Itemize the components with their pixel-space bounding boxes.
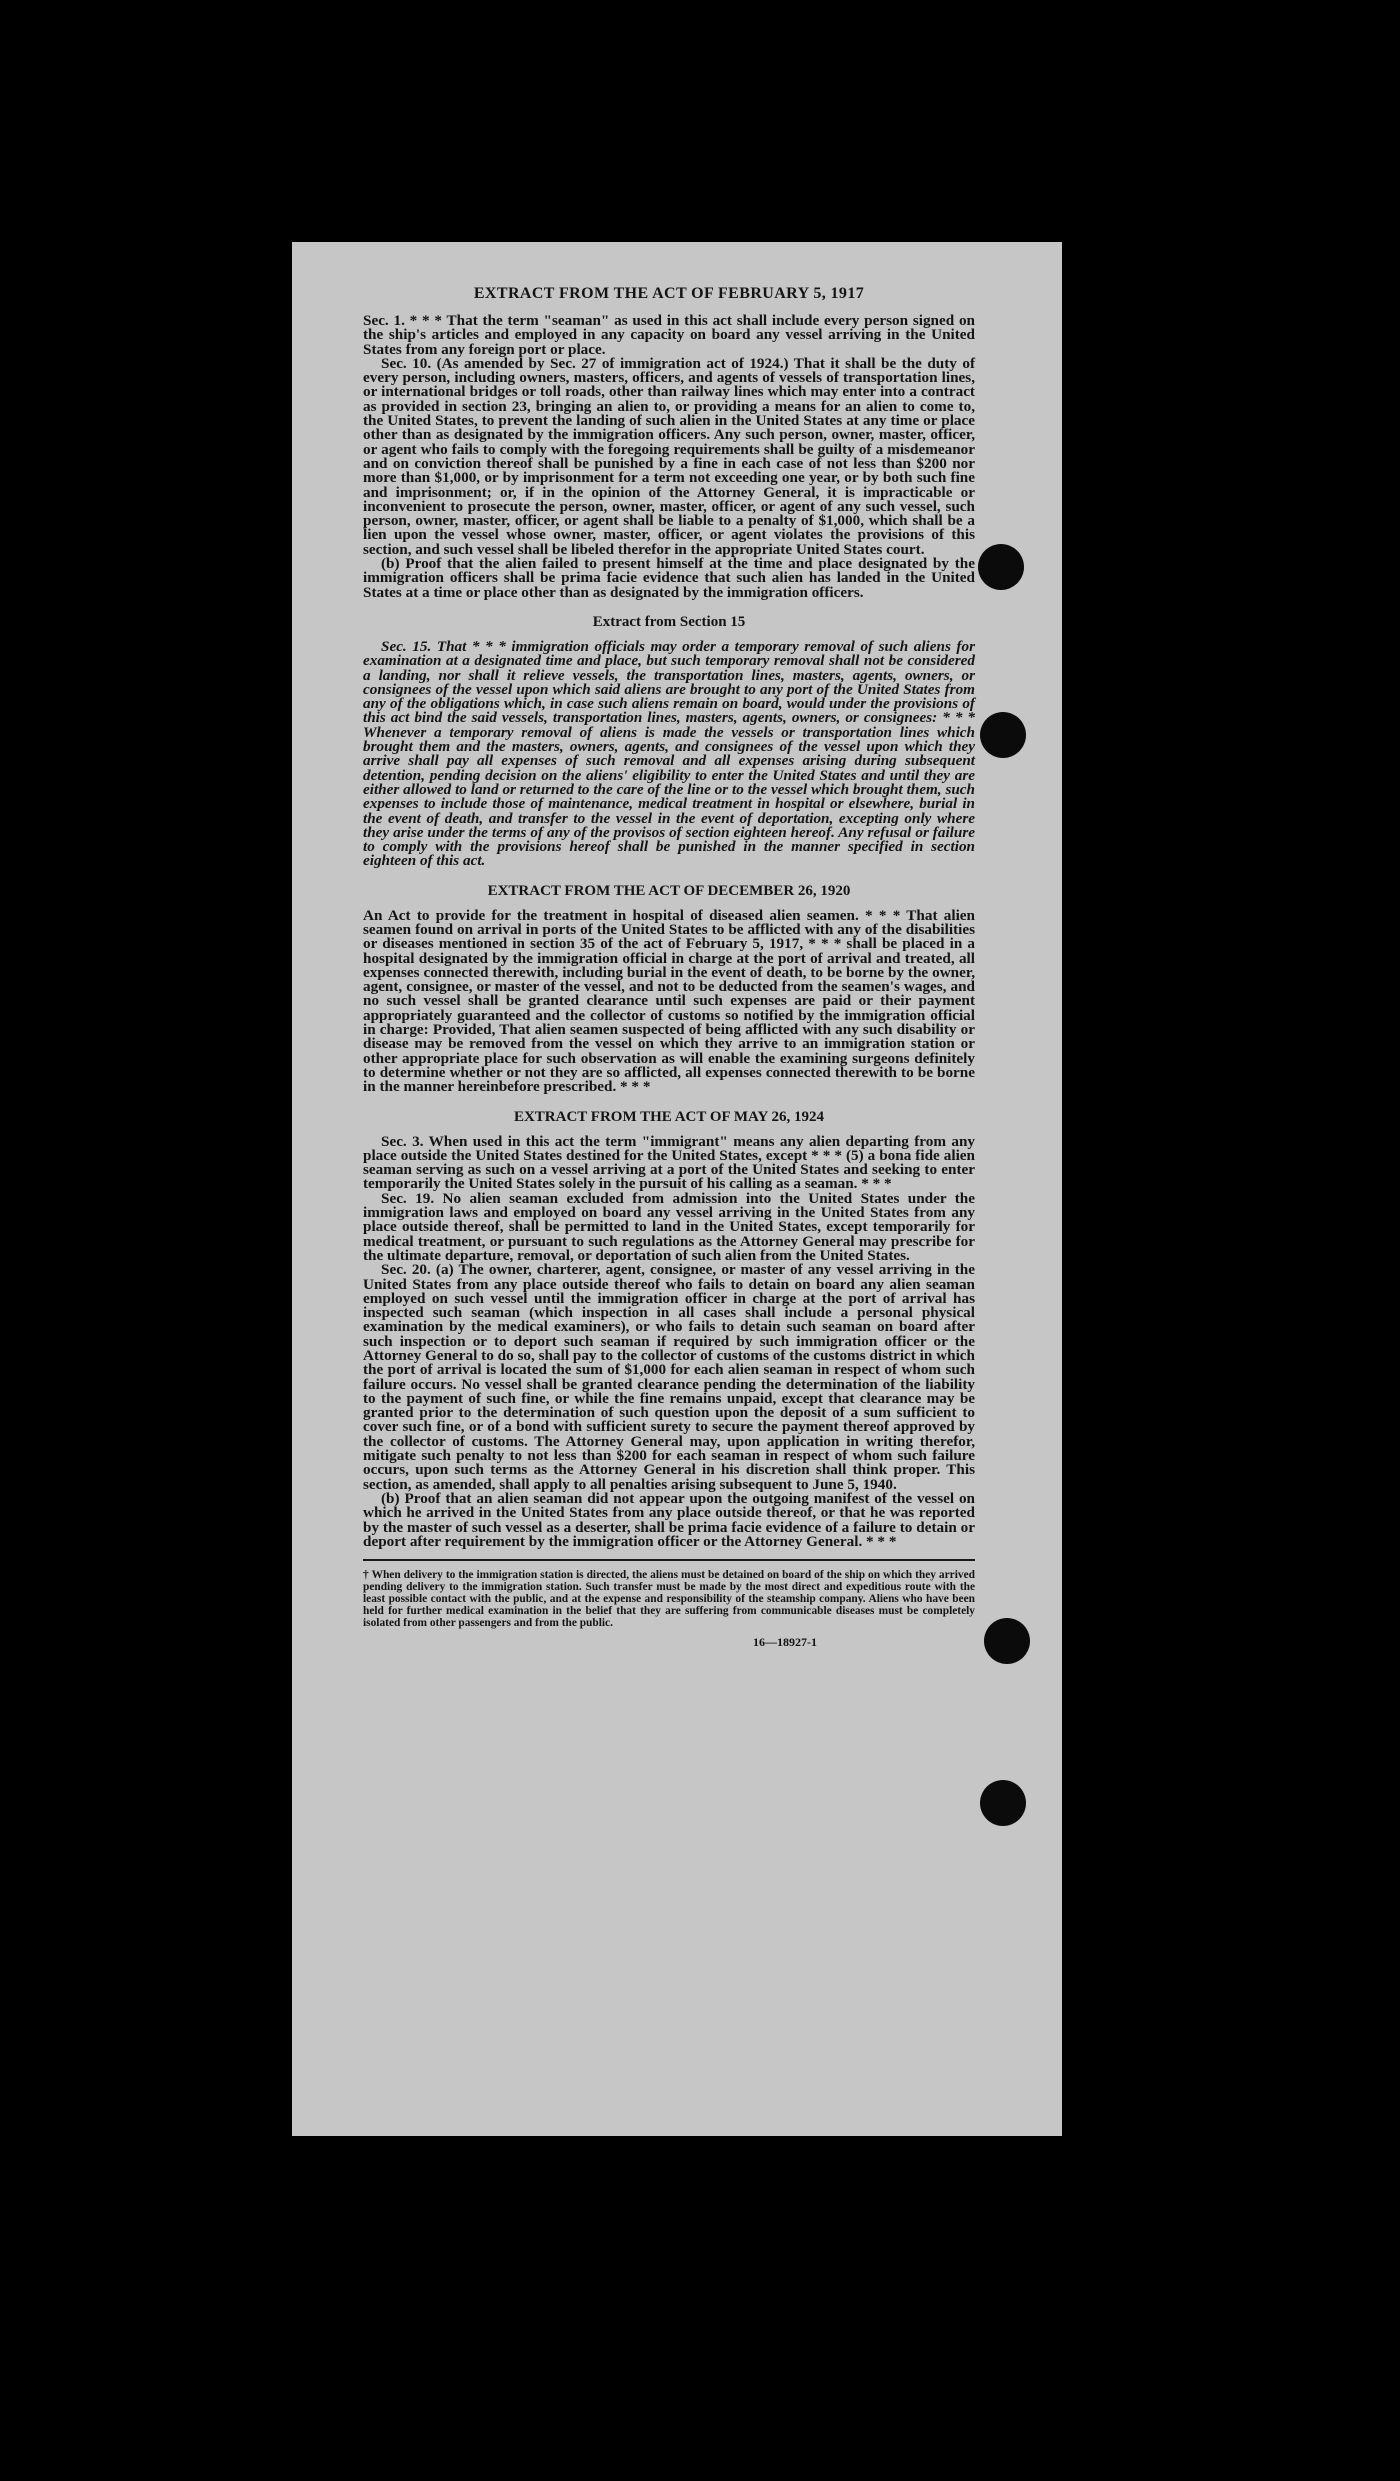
- section-heading-dec-1920: EXTRACT FROM THE ACT OF DECEMBER 26, 1920: [487, 882, 851, 899]
- section-heading-may-1924: EXTRACT FROM THE ACT OF MAY 26, 1924: [513, 1108, 825, 1125]
- punch-hole-4: [980, 1780, 1026, 1826]
- paragraph-sec-1: Sec. 1. * * * That the term "seaman" as used in this act shall include every person signed on the ship's articles and employed in any capacity on board any vessel arriving in the United States from any foreign port or place.: [363, 312, 975, 358]
- document-page: [292, 242, 1062, 2136]
- paragraph-sec-19: Sec. 19. No alien seaman excluded from admission into the United States under the immigration laws and employed on board any vessel arriving in the United States from any place outside thereof, shall be permitted to land in the United States, except temporarily for medical treatment, or pursuant to such regulations as the Attorney General may prescribe for the ultimate departure, removal, or deportation of such alien from the United States.: [363, 1189, 975, 1264]
- form-number: 16—18927-1: [753, 1635, 817, 1650]
- paragraph-sec-10: Sec. 10. (As amended by Sec. 27 of immigration act of 1924.) That it shall be the duty of every person, including owners, masters, officers, and agents of vessels of transportation lines, or international bridges or toll roads, other than railway lines which may enter into a contract as provided in section 23, bringing an alien to, or providing a means for an alien to come to, the United States, to prevent the landing of such alien in the United States at any time or place other than as designated by the immigration officers. Any such person, owner, master, officer, or agent who fails to comply with the foregoing requirements shall be guilty of a misdemeanor and on conviction thereof shall be punished by a fine in each case of not less than $200 nor more than $1,000, or by imprisonment for a term not exceeding one year, or by both such fine and imprisonment; or, if in the opinion of the Attorney General, it is impracticable or inconvenient to prosecute the person, owner, master, officer, or agent of any such vessel, such person, owner, master, officer, or agent shall be liable to a penalty of $1,000, which shall be a lien upon the vessel whose owner, master, officer, or agent violates the provisions of this section, and such vessel shall be libeled therefor in the appropriate United States court.: [363, 354, 975, 558]
- paragraph-sec-15: Sec. 15. That * * * immigration officials may order a temporary removal of such aliens for examination at a designated time and place, but such temporary removal shall not be considered a landing, nor shall it relieve vessels, the transportation lines, masters, agents, owners, or consignees of the vessel upon which said aliens are brought to any port of the United States from any of the obligations which, in case such aliens remain on board, would under the provisions of this act bind the said vessels, transportation lines, masters, agents, owners, or consignees: * * * Whenever a temporary removal of aliens is made the vessels or transportation lines which brought them and the masters, owners, agents, and consignees of the vessel upon which they arrive shall pay all expenses of such removal and all expenses arising during subsequent detention, pending decision on the aliens' eligibility to enter the United States and until they are either allowed to land or returned to the care of the line or to the vessel which brought them, such expenses to include those of maintenance, medical treatment in hospital or elsewhere, burial in the event of death, and transfer to the vessel in the event of deportation, excepting only where they arise under the terms of any of the provisos of section eighteen hereof. Any refusal or failure to comply with the provisions hereof shall be punished in the manner specified in section eighteen of this act.: [363, 637, 975, 870]
- footnote-rule: [363, 1559, 975, 1561]
- footnote-text: † When delivery to the immigration station is directed, the aliens must be detained on board of the ship on which they arrived pending delivery to the immigration station. Such transfer must be made by the most direct and expeditious route with the least possible contact with the public, and at the expense and responsibility of the steamship company. Aliens who have been held for further medical examination in the belief that they are suffering from communicable diseases must be completely isolated from other passengers and from the public.: [363, 1569, 975, 1630]
- paragraph-sec-3: Sec. 3. When used in this act the term "immigrant" means any alien departing from any place outside the United States destined for the United States, except * * * (5) a bona fide alien seaman serving as such on a vessel arriving at a port of the United States and seeking to enter temporarily the United States solely in the pursuit of his calling as a seaman. * * *: [363, 1132, 975, 1193]
- paragraph-sec-10-b: (b) Proof that the alien failed to present himself at the time and place designated by the immigration officers shall be prima facie evidence that such alien has landed in the United States at a time or place other than as designated by the immigration officers.: [363, 555, 975, 601]
- paragraph-act-1920: An Act to provide for the treatment in hospital of diseased alien seamen. * * * That alien seamen found on arrival in ports of the United States to be afflicted with any of the disabilities or diseases mentioned in section 35 of the act of February 5, 1917, * * * shall be placed in a hospital designated by the immigration official in charge at the port of arrival and treated, all expenses connected therewith, including burial in the event of death, to be borne by the owner, agent, consignee, or master of the vessel, and not to be deducted from the seamen's wages, and no such vessel shall be granted clearance until such expenses are paid or their payment appropriately guaranteed and the collector of customs so notified by the immigration official in charge: Provided, That alien seamen suspected of being afflicted with any such disability or disease may be removed from the vessel on which they arrive to an immigration station or other appropriate place for such observation as will enable the examining surgeons definitely to determine whether or not they are so afflicted, all expenses connected therewith to be borne in the manner hereinbefore prescribed. * * *: [363, 906, 975, 1096]
- section-heading-sec-15: Extract from Section 15: [592, 613, 746, 630]
- section-heading-feb-1917: EXTRACT FROM THE ACT OF FEBRUARY 5, 1917: [473, 285, 865, 302]
- paragraph-sec-20-a: Sec. 20. (a) The owner, charterer, agent, consignee, or master of any vessel arriving in the United States from any place outside thereof who fails to detain on board any alien seaman employed on such vessel until the immigration officer in charge at the port of arrival has inspected such seaman (which inspection in all cases shall include a personal physical examination by the medical examiners), or who fails to detain such seaman on board after such inspection or to deport such seaman if required by such immigration officer or the Attorney General to do so, shall pay to the collector of customs of the customs district in which the port of arrival is located the sum of $1,000 for each alien seaman in respect of whom such failure occurs. No vessel shall be granted clearance pending the determination of the liability to the payment of such fine, or while the fine remains unpaid, except that clearance may be granted prior to the determination of such question upon the deposit of a sum sufficient to cover such fine, or of a bond with sufficient surety to secure the payment thereof approved by the collector of customs. The Attorney General may, upon application in writing therefor, mitigate such penalty to not less than $200 for each seaman in respect of whom such failure occurs, upon such terms as the Attorney General in his discretion shall think proper. This section, as amended, shall apply to all penalties arising subsequent to June 5, 1940.: [363, 1261, 975, 1493]
- punch-hole-1: [978, 544, 1024, 590]
- punch-hole-2: [980, 712, 1026, 758]
- punch-hole-3: [984, 1618, 1030, 1664]
- document-content: [363, 284, 975, 1649]
- paragraph-sec-20-b: (b) Proof that an alien seaman did not appear upon the outgoing manifest of the vessel on which he arrived in the United States from any place outside thereof, or that he was reported by the master of such vessel as a deserter, shall be prima facie evidence of a failure to detain or deport after requirement by the immigration officer or the Attorney General. * * *: [363, 1489, 975, 1550]
